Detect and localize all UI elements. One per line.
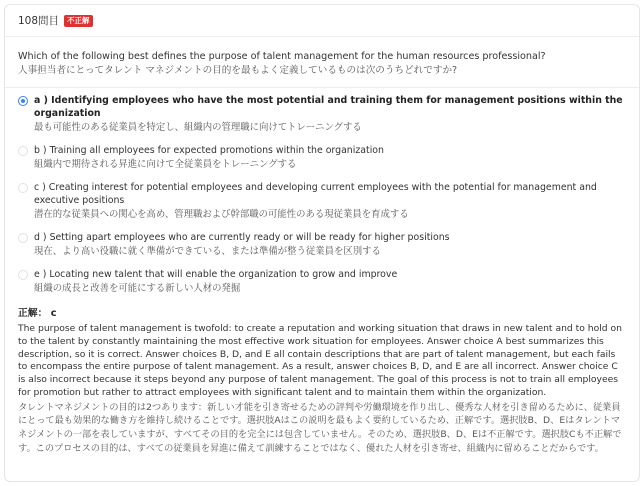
answer-options xyxy=(5,88,639,295)
radio-option-c[interactable] xyxy=(18,183,28,193)
option-b-text xyxy=(34,144,384,171)
option-d-label: d ) Setting apart employees who are currently ready or will be ready for higher positions xyxy=(34,232,450,243)
question-number: 108問目 xyxy=(18,15,60,27)
option-b[interactable] xyxy=(18,144,626,171)
radio-option-b[interactable] xyxy=(18,146,28,156)
question-text-ja: 人事担当者にとってタレント マネジメントの目的を最もよく定義しているものは次のうちどれですか? xyxy=(18,65,458,76)
option-b-translation: 組織内で期待される昇進に向けて全従業員をトレーニングする xyxy=(34,159,297,170)
explanation-en: The purpose of talent management is twofold: to create a reputation and working situation that draws in new talent and to hold on to the talent by constantly maintaining the most effective work situation for employees. Answer choice A best summarizes this description, so it is correct. Answer choices B, D, and E all contain descriptions that are part of talent management, but each fails to encompass the entire purpose of talent management. As a result, answer choices B, D, and E are all incorrect. Answer choice C is also incorrect because it steps beyond any purpose of talent management. The goal of this process is not to train all employees for promotion but rather to attract employees with significant talent and to maintain them within the organization. xyxy=(18,323,622,398)
question-header xyxy=(5,5,639,37)
question-text-en: Which of the following best defines the purpose of talent management for the human resources professional? xyxy=(18,51,546,62)
radio-option-e[interactable] xyxy=(18,270,28,280)
question-body xyxy=(5,37,639,77)
answer-explanation xyxy=(5,305,639,455)
option-a[interactable] xyxy=(18,94,626,134)
option-a-translation: 最も可能性のある従業員を特定し、組織内の管理職に向けてトレーニングする xyxy=(34,122,362,133)
option-c-text xyxy=(34,181,626,221)
correct-answer-label: 正解： c xyxy=(18,308,57,319)
option-e-label: e ) Locating new talent that will enable the organization to grow and improve xyxy=(34,269,398,280)
explanation-ja: タレントマネジメントの目的は2つあります：新しい才能を引き寄せるための評判や労働環境を作り出し、優秀な人材を引き留めるために、従業員にとって最も効果的な働き方を維持し続けることです。選択肢Aはこの説明を最もよく要約しているため、正解です。選択肢B、D、Eはタレントマネジメントの一部を表していますが、すべてその目的を完全には包含していません。そのため、選択肢B、D、Eは不正解です。選択肢Cも不正解です。このプロセスの目的は、すべての従業員を昇進に備えて訓練することではなく、優れた人材を引き寄せ、組織内に留めることだからです。 xyxy=(18,401,622,454)
option-a-text xyxy=(34,94,626,134)
radio-option-a[interactable] xyxy=(18,96,28,106)
incorrect-badge: 不正解 xyxy=(64,15,93,27)
option-d-text xyxy=(34,231,450,258)
option-e-translation: 組織の成長と改善を可能にする新しい人材の発掘 xyxy=(34,283,241,294)
option-a-label: a ) Identifying employees who have the most potential and training them for management positions within the organization xyxy=(34,95,623,119)
radio-option-d[interactable] xyxy=(18,233,28,243)
option-c-translation: 潜在的な従業員への関心を高め、管理職および幹部職の可能性のある現従業員を育成する xyxy=(34,209,409,220)
option-e[interactable] xyxy=(18,268,626,295)
option-c-label: c ) Creating interest for potential employees and developing current employees with the potential for management and executive positions xyxy=(34,182,597,206)
question-card xyxy=(4,4,640,482)
option-e-text xyxy=(34,268,397,295)
option-d[interactable] xyxy=(18,231,626,258)
option-c[interactable] xyxy=(18,181,626,221)
option-b-label: b ) Training all employees for expected promotions within the organization xyxy=(34,145,384,156)
option-d-translation: 現在、より高い役職に就く準備ができている、または準備が整う従業員を区別する xyxy=(34,246,381,257)
